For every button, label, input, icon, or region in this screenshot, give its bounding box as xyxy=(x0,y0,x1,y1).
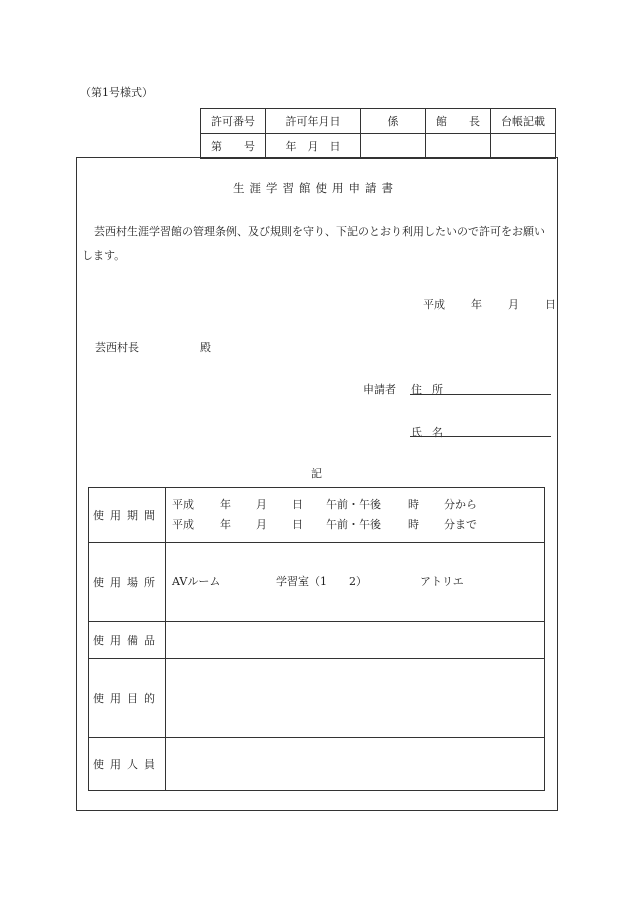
header-clerk: 係 xyxy=(361,109,426,134)
place-av-room[interactable]: AVルーム xyxy=(172,575,221,588)
from-month: 月 xyxy=(256,498,267,511)
from-ampm: 午前・午後 xyxy=(326,498,381,511)
place-study-room[interactable]: 学習室（1 2） xyxy=(276,575,367,588)
equipment-field[interactable] xyxy=(166,622,545,659)
usage-period-label: 使用期間 xyxy=(89,488,166,543)
date-day: 日 xyxy=(545,298,556,311)
clerk-stamp-cell[interactable] xyxy=(361,134,426,159)
header-ledger: 台帳記載 xyxy=(491,109,556,134)
permit-date-cell[interactable]: 年 月 日 xyxy=(266,134,361,159)
people-label: 使用人員 xyxy=(89,738,166,791)
purpose-label: 使用目的 xyxy=(89,659,166,738)
from-minute: 分から xyxy=(444,498,477,511)
equipment-label: 使用備品 xyxy=(89,622,166,659)
date-year: 年 xyxy=(471,298,482,311)
address-label: 住所 xyxy=(411,383,453,396)
applicant-label: 申請者 xyxy=(363,383,396,396)
director-stamp-cell[interactable] xyxy=(426,134,491,159)
request-paragraph: 芸西村生涯学習館の管理条例、及び規則を守り、下記のとおり利用したいので許可をお願いします。 xyxy=(82,225,545,262)
header-director: 館 長 xyxy=(426,109,491,134)
usage-place-field[interactable] xyxy=(166,543,545,622)
ki-heading: 記 xyxy=(311,467,322,480)
to-hour: 時 xyxy=(408,518,419,531)
permit-number-cell[interactable]: 第 号 xyxy=(201,134,266,159)
place-atelier[interactable]: アトリエ xyxy=(420,575,464,588)
header-permit-date: 許可年月日 xyxy=(266,109,361,134)
period-from-line xyxy=(166,495,544,515)
approval-stamp-table xyxy=(200,108,556,159)
from-hour: 時 xyxy=(408,498,419,511)
honorific: 殿 xyxy=(200,341,211,354)
name-label: 氏名 xyxy=(411,426,453,439)
form-number: （第1号様式） xyxy=(80,86,153,99)
to-era: 平成 xyxy=(172,518,194,531)
header-permit-number: 許可番号 xyxy=(201,109,266,134)
people-field[interactable] xyxy=(166,738,545,791)
addressee: 芸西村長 xyxy=(95,341,139,354)
date-month: 月 xyxy=(508,298,519,311)
to-day: 日 xyxy=(292,518,303,531)
to-ampm: 午前・午後 xyxy=(326,518,381,531)
form-title: 生涯学習館使用申請書 xyxy=(233,181,398,195)
to-month: 月 xyxy=(256,518,267,531)
from-day: 日 xyxy=(292,498,303,511)
address-field[interactable] xyxy=(410,394,551,395)
application-date[interactable] xyxy=(423,296,556,312)
to-year: 年 xyxy=(220,518,231,531)
usage-period-field[interactable] xyxy=(166,488,545,543)
from-era: 平成 xyxy=(172,498,194,511)
usage-details-table xyxy=(88,487,545,791)
ledger-stamp-cell[interactable] xyxy=(491,134,556,159)
period-to-line xyxy=(166,515,544,535)
from-year: 年 xyxy=(220,498,231,511)
date-era: 平成 xyxy=(423,298,445,311)
name-field[interactable] xyxy=(410,436,551,437)
purpose-field[interactable] xyxy=(166,659,545,738)
usage-place-label: 使用場所 xyxy=(89,543,166,622)
to-minute: 分まで xyxy=(444,518,477,531)
